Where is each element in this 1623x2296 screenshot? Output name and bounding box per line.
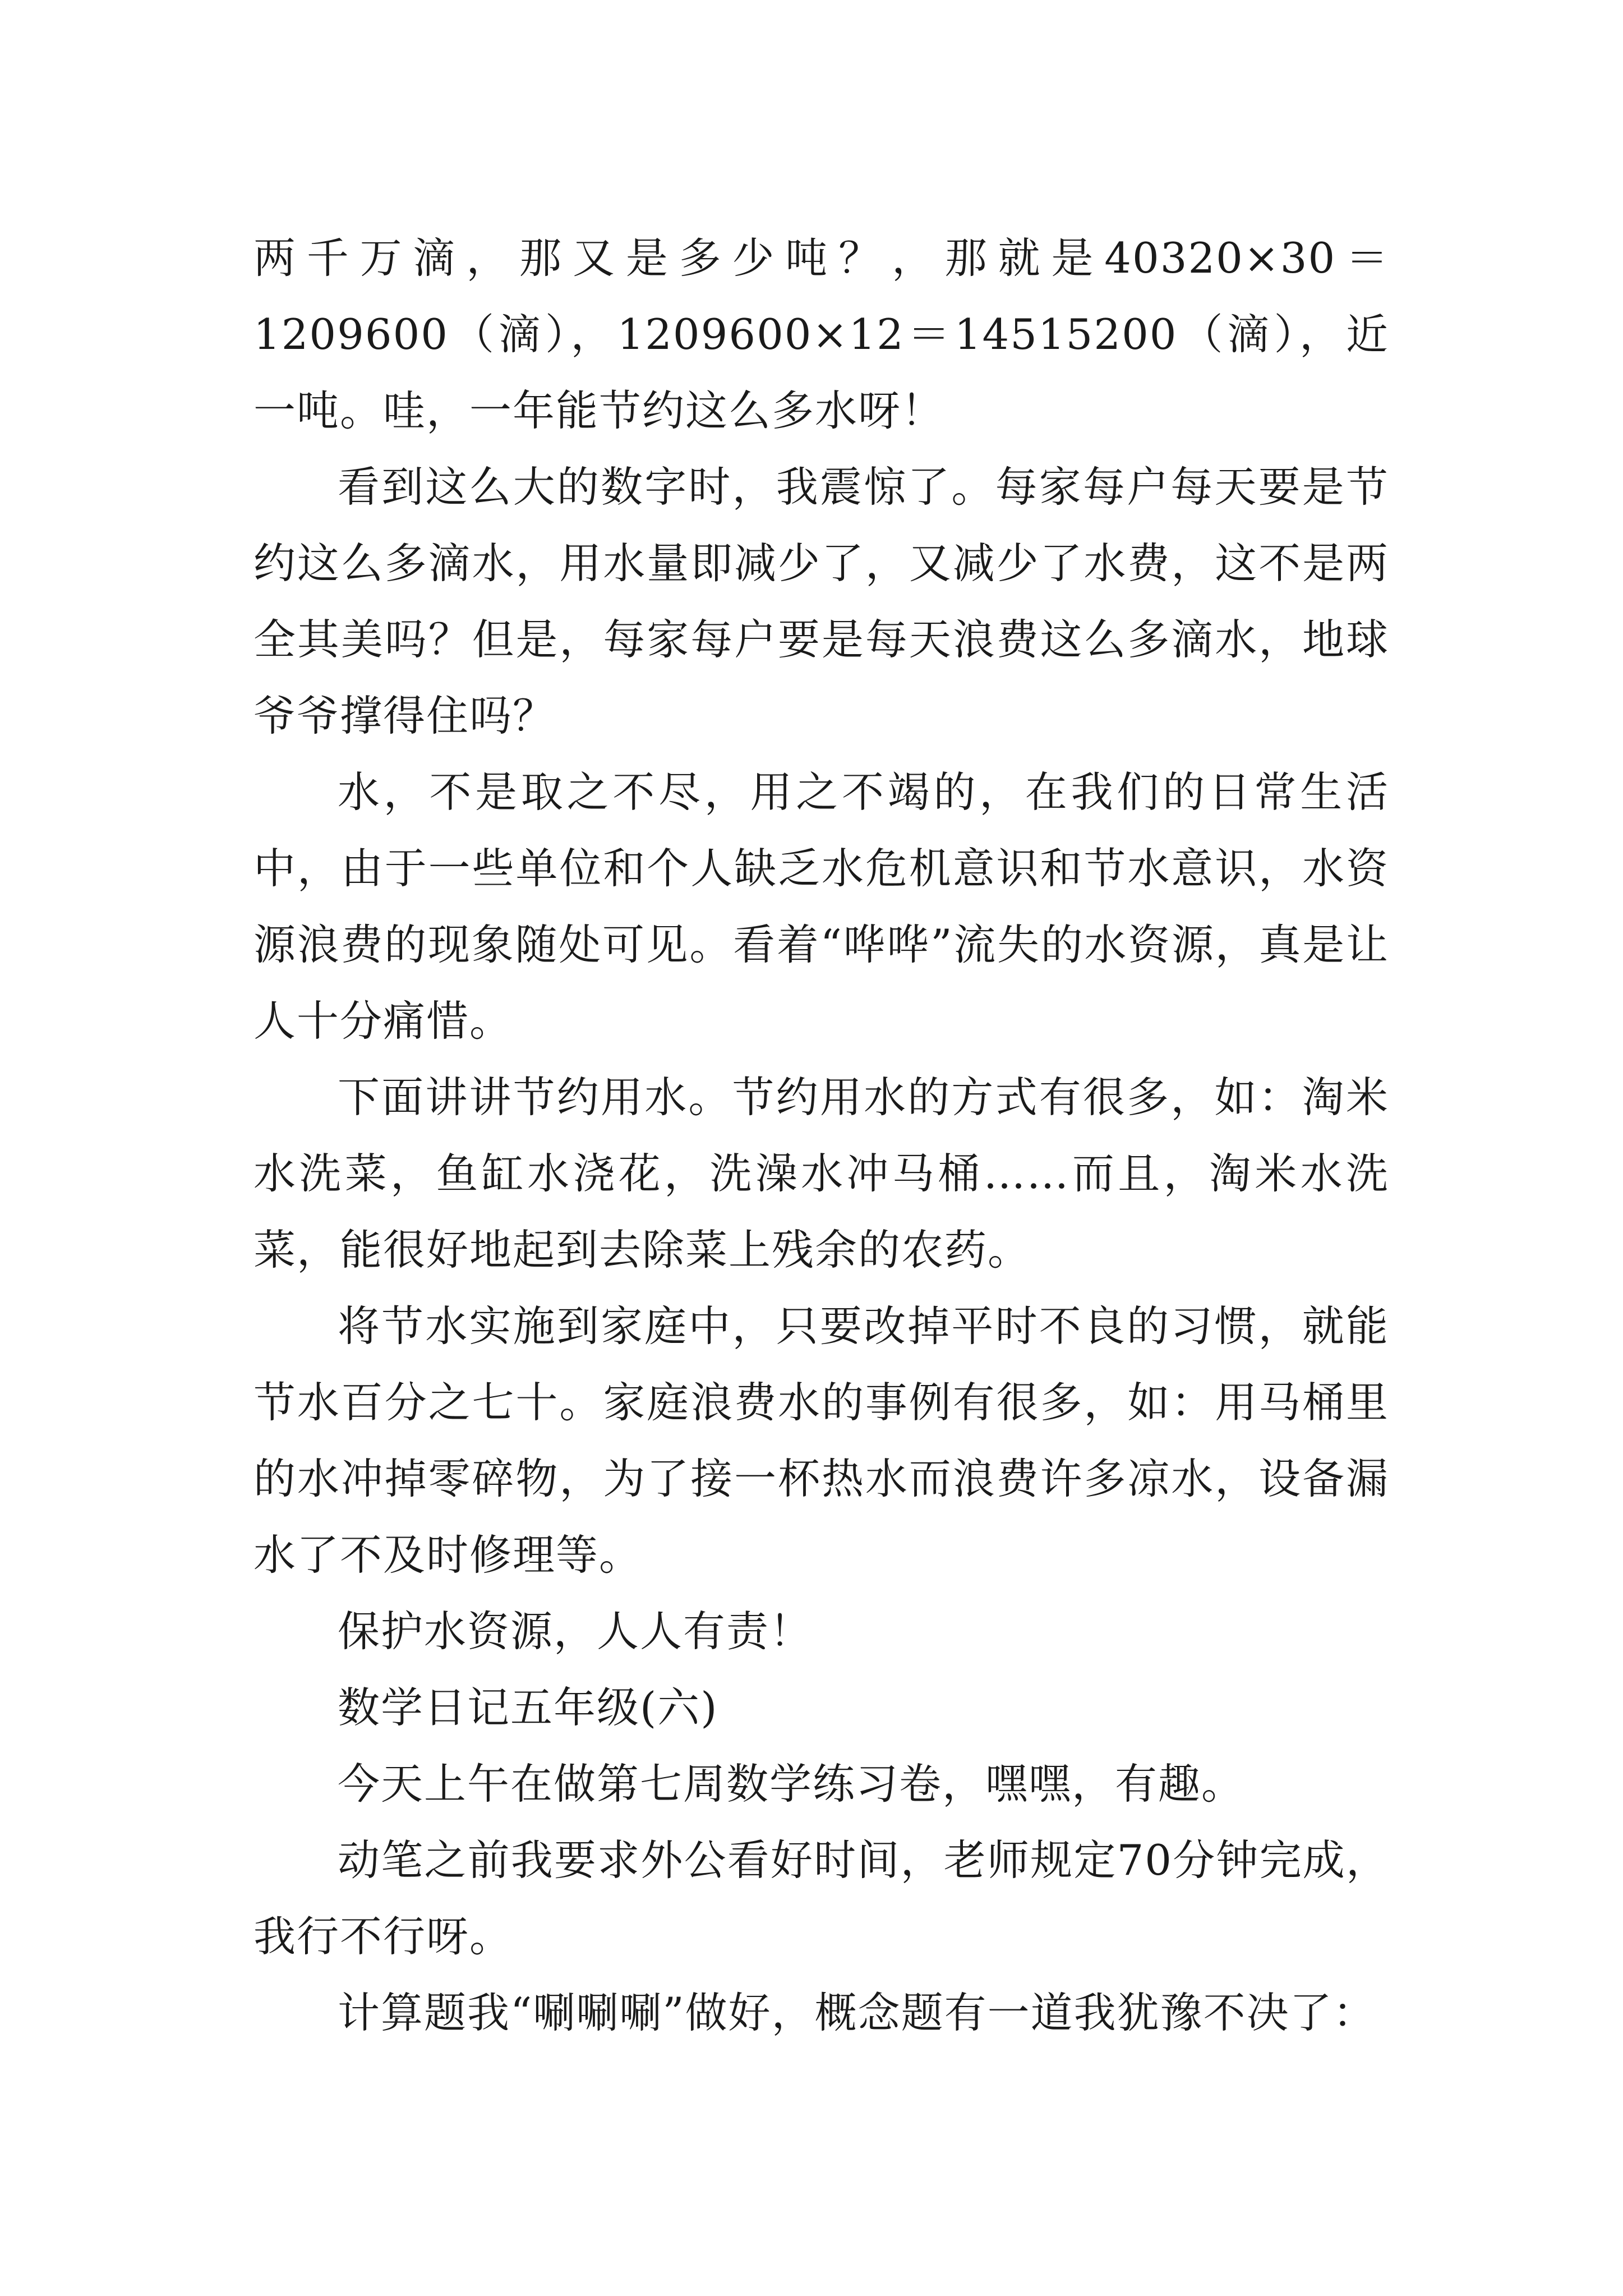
paragraph-9: 计算题我“唰唰唰”做好，概念题有一道我犹豫不决了： (338, 1988, 1376, 2037)
document-body (253, 220, 1389, 2051)
paragraph-5: 将节水实施到家庭中，只要改掉平时不良的习惯，就能节水百分之七十。家庭浪费水的事例有很多，如：用马桶里的水冲掉零碎物，为了接一杯热水而浪费许多凉水，设备漏水了不及时修理等。 (253, 1301, 1389, 1580)
paragraph-7: 今天上午在做第七周数学练习卷，嘿嘿，有趣。 (338, 1759, 1245, 1809)
paragraph-6: 保护水资源，人人有责！ (338, 1607, 813, 1656)
paragraph-2: 看到这么大的数字时，我震惊了。每家每户每天要是节约这么多滴水，用水量即减少了，又减少了水费，这不是两全其美吗？但是，每家每户要是每天浪费这么多滴水，地球爷爷撑得住吗？ (253, 462, 1389, 740)
paragraph-1: 两千万滴，那又是多少吨？，那就是40320×30＝1209600（滴），1209600×12＝14515200（滴），近一吨。哇，一年能节约这么多水呀！ (253, 233, 1389, 435)
paragraph-8: 动笔之前我要求外公看好时间，老师规定70分钟完成，我行不行呀。 (253, 1835, 1389, 1961)
paragraph-4: 下面讲讲节约用水。节约用水的方式有很多，如：淘米水洗菜，鱼缸水浇花，洗澡水冲马桶……而且，淘米水洗菜，能很好地起到去除菜上残余的农药。 (253, 1073, 1389, 1274)
paragraph-3: 水，不是取之不尽，用之不竭的，在我们的日常生活中，由于一些单位和个人缺乏水危机意识和节水意识，水资源浪费的现象随处可见。看着“哗哗”流失的水资源，真是让人十分痛惜。 (253, 767, 1389, 1046)
section-heading: 数学日记五年级(六) (338, 1683, 718, 1732)
